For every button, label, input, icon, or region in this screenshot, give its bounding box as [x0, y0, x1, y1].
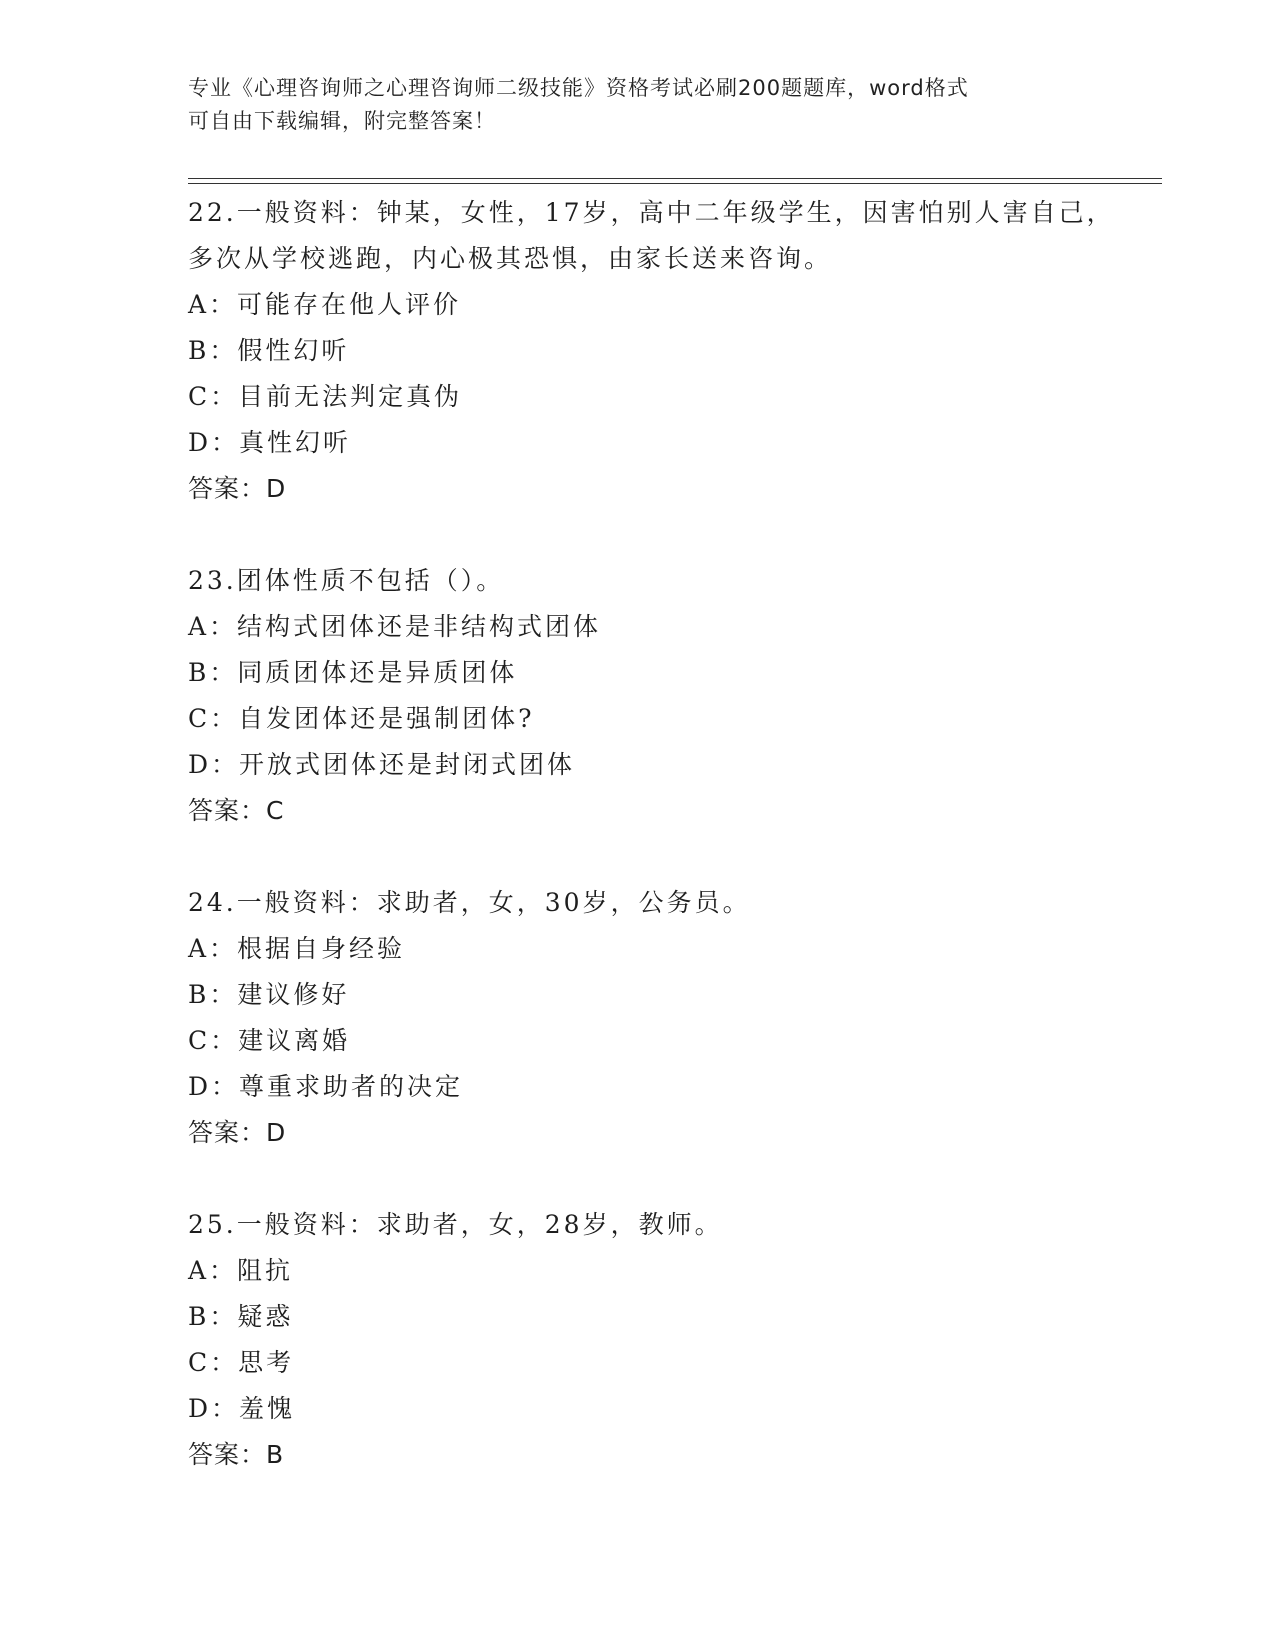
option-b: B：疑惑: [188, 1302, 294, 1331]
question-23: [188, 558, 1138, 834]
option-a: A：阻抗: [188, 1256, 294, 1285]
option-b: B：同质团体还是异质团体: [188, 658, 518, 687]
option-c: C：建议离婚: [188, 1026, 351, 1055]
option-b: B：建议修好: [188, 980, 350, 1009]
question-list: [188, 190, 1138, 1524]
option-d: D：尊重求助者的决定: [188, 1072, 464, 1101]
answer: 答案：C: [188, 796, 285, 825]
answer: 答案：D: [188, 474, 287, 503]
option-d: D：羞愧: [188, 1394, 296, 1423]
option-a: A：结构式团体还是非结构式团体: [188, 612, 602, 641]
header-divider-top: [188, 178, 1162, 179]
option-d: D：开放式团体还是封闭式团体: [188, 750, 576, 779]
header-divider-bottom: [188, 183, 1162, 184]
question-24: [188, 880, 1138, 1156]
question-text: 25.一般资料：求助者，女，28岁，教师。: [188, 1210, 723, 1239]
option-b: B：假性幻听: [188, 336, 350, 365]
question-25: [188, 1202, 1138, 1478]
header-line-1: 专业《心理咨询师之心理咨询师二级技能》资格考试必刷200题题库，word格式: [188, 76, 969, 100]
option-a: A：可能存在他人评价: [188, 290, 462, 319]
question-text: 23.团体性质不包括（）。: [188, 566, 505, 595]
question-22: [188, 190, 1138, 512]
option-c: C：目前无法判定真伪: [188, 382, 463, 411]
question-text: 22.一般资料：钟某，女性，17岁，高中二年级学生，因害怕别人害自己，多次从学校逃跑，内心极其恐惧，由家长送来咨询。: [188, 198, 1115, 273]
option-c: C：自发团体还是强制团体?: [188, 704, 535, 733]
answer: 答案：B: [188, 1440, 285, 1469]
header-line-2: 可自由下载编辑，附完整答案！: [188, 109, 496, 133]
option-c: C：思考: [188, 1348, 295, 1377]
option-a: A：根据自身经验: [188, 934, 406, 963]
question-text: 24.一般资料：求助者，女，30岁，公务员。: [188, 888, 751, 917]
answer: 答案：D: [188, 1118, 287, 1147]
option-d: D：真性幻听: [188, 428, 352, 457]
document-header: [188, 72, 1088, 138]
